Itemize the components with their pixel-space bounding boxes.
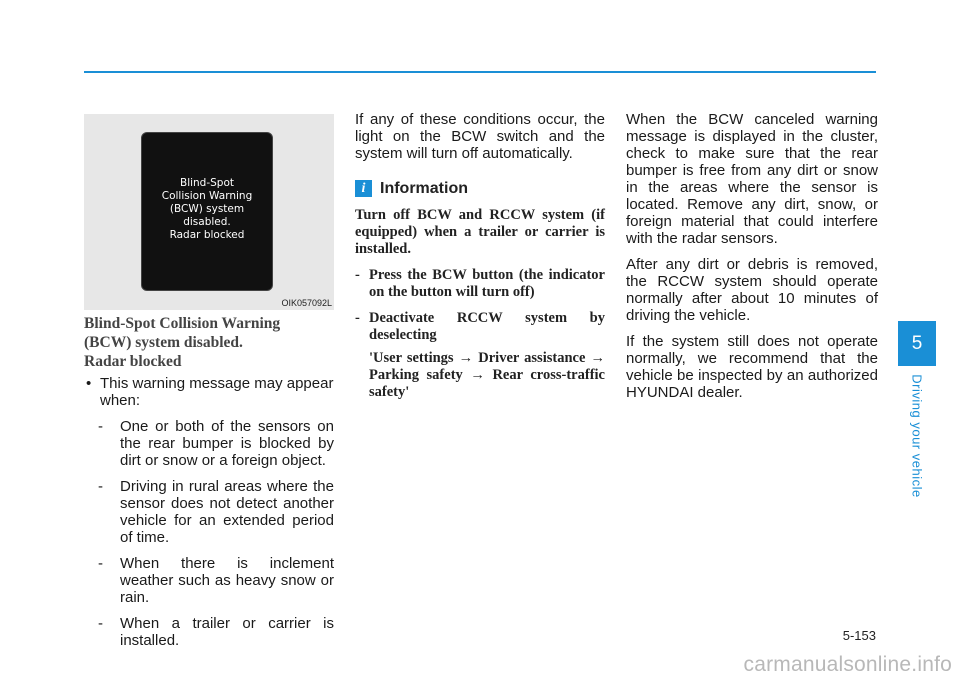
dash-mark: - bbox=[98, 418, 103, 435]
information-label: Information bbox=[380, 180, 468, 197]
dash-text: When a trailer or carrier is installed. bbox=[120, 615, 334, 649]
column-3 bbox=[626, 111, 878, 410]
dash-mark: - bbox=[98, 615, 103, 632]
dash-mark: - bbox=[98, 555, 103, 572]
header-rule bbox=[84, 71, 876, 73]
warning-figure bbox=[84, 114, 334, 310]
watermark: carmanualsonline.info bbox=[743, 653, 952, 676]
dash-text: One or both of the sensors on the rear bumper is blocked by dirt or snow or a foreign object. bbox=[120, 418, 334, 469]
body-paragraph: If the system still does not operate normally, we recommend that the vehicle be inspected by an authorized HYUNDAI dealer. bbox=[626, 333, 878, 401]
chapter-label: Driving your vehicle bbox=[909, 374, 925, 498]
bullet-item: • This warning message may appear when: bbox=[84, 375, 334, 409]
dash-text: When there is inclement weather such as heavy snow or rain. bbox=[120, 555, 334, 606]
menu-path: 'User settings → Driver assistance → Parking safety → Rear cross-traffic safety' bbox=[369, 350, 605, 400]
column-2 bbox=[355, 111, 605, 410]
body-paragraph: After any dirt or debris is removed, the RCCW system should operate normally after about 10 minutes of driving the vehicle. bbox=[626, 256, 878, 324]
info-dash-item bbox=[355, 310, 605, 401]
cluster-display bbox=[141, 132, 273, 291]
dash-text: Driving in rural areas where the sensor does not detect another vehicle for an extended period of time. bbox=[120, 478, 334, 546]
information-header bbox=[355, 180, 605, 197]
figure-code: OIK057092L bbox=[281, 298, 332, 308]
dash-item bbox=[98, 478, 334, 546]
page-number: 5-153 bbox=[842, 628, 876, 643]
intro-paragraph: If any of these conditions occur, the light on the BCW switch and the system will turn off automatically. bbox=[355, 111, 605, 162]
column-1 bbox=[84, 314, 334, 658]
chapter-tab: 5 bbox=[898, 321, 936, 366]
body-paragraph: When the BCW canceled warning message is displayed in the cluster, check to make sure that the rear bumper is free from any dirt or snow in the areas where the sensor is located. Remove any dirt, snow, or foreign material that could interfere with the radar sensors. bbox=[626, 111, 878, 247]
information-body bbox=[355, 207, 605, 401]
dash-item bbox=[98, 615, 334, 649]
heading-line: Blind-Spot Collision Warning bbox=[84, 315, 281, 332]
dash-item bbox=[98, 418, 334, 469]
section-heading bbox=[84, 314, 334, 371]
info-icon: i bbox=[355, 180, 372, 197]
dash-mark: - bbox=[355, 267, 360, 283]
dash-text: Deactivate RCCW system by deselecting bbox=[369, 310, 605, 343]
info-dash-item bbox=[355, 267, 605, 301]
heading-line: (BCW) system disabled. bbox=[84, 334, 243, 351]
dash-mark: - bbox=[355, 310, 360, 326]
dash-item bbox=[98, 555, 334, 606]
information-text: Turn off BCW and RCCW system (if equipped) when a trailer or carrier is installed. bbox=[355, 207, 605, 257]
dash-mark: - bbox=[98, 478, 103, 495]
cluster-message: Blind-Spot Collision Warning (BCW) system disabled. Radar blocked bbox=[161, 177, 253, 241]
dash-text: Press the BCW button (the indicator on the button will turn off) bbox=[369, 267, 605, 300]
heading-line: Radar blocked bbox=[84, 353, 182, 370]
